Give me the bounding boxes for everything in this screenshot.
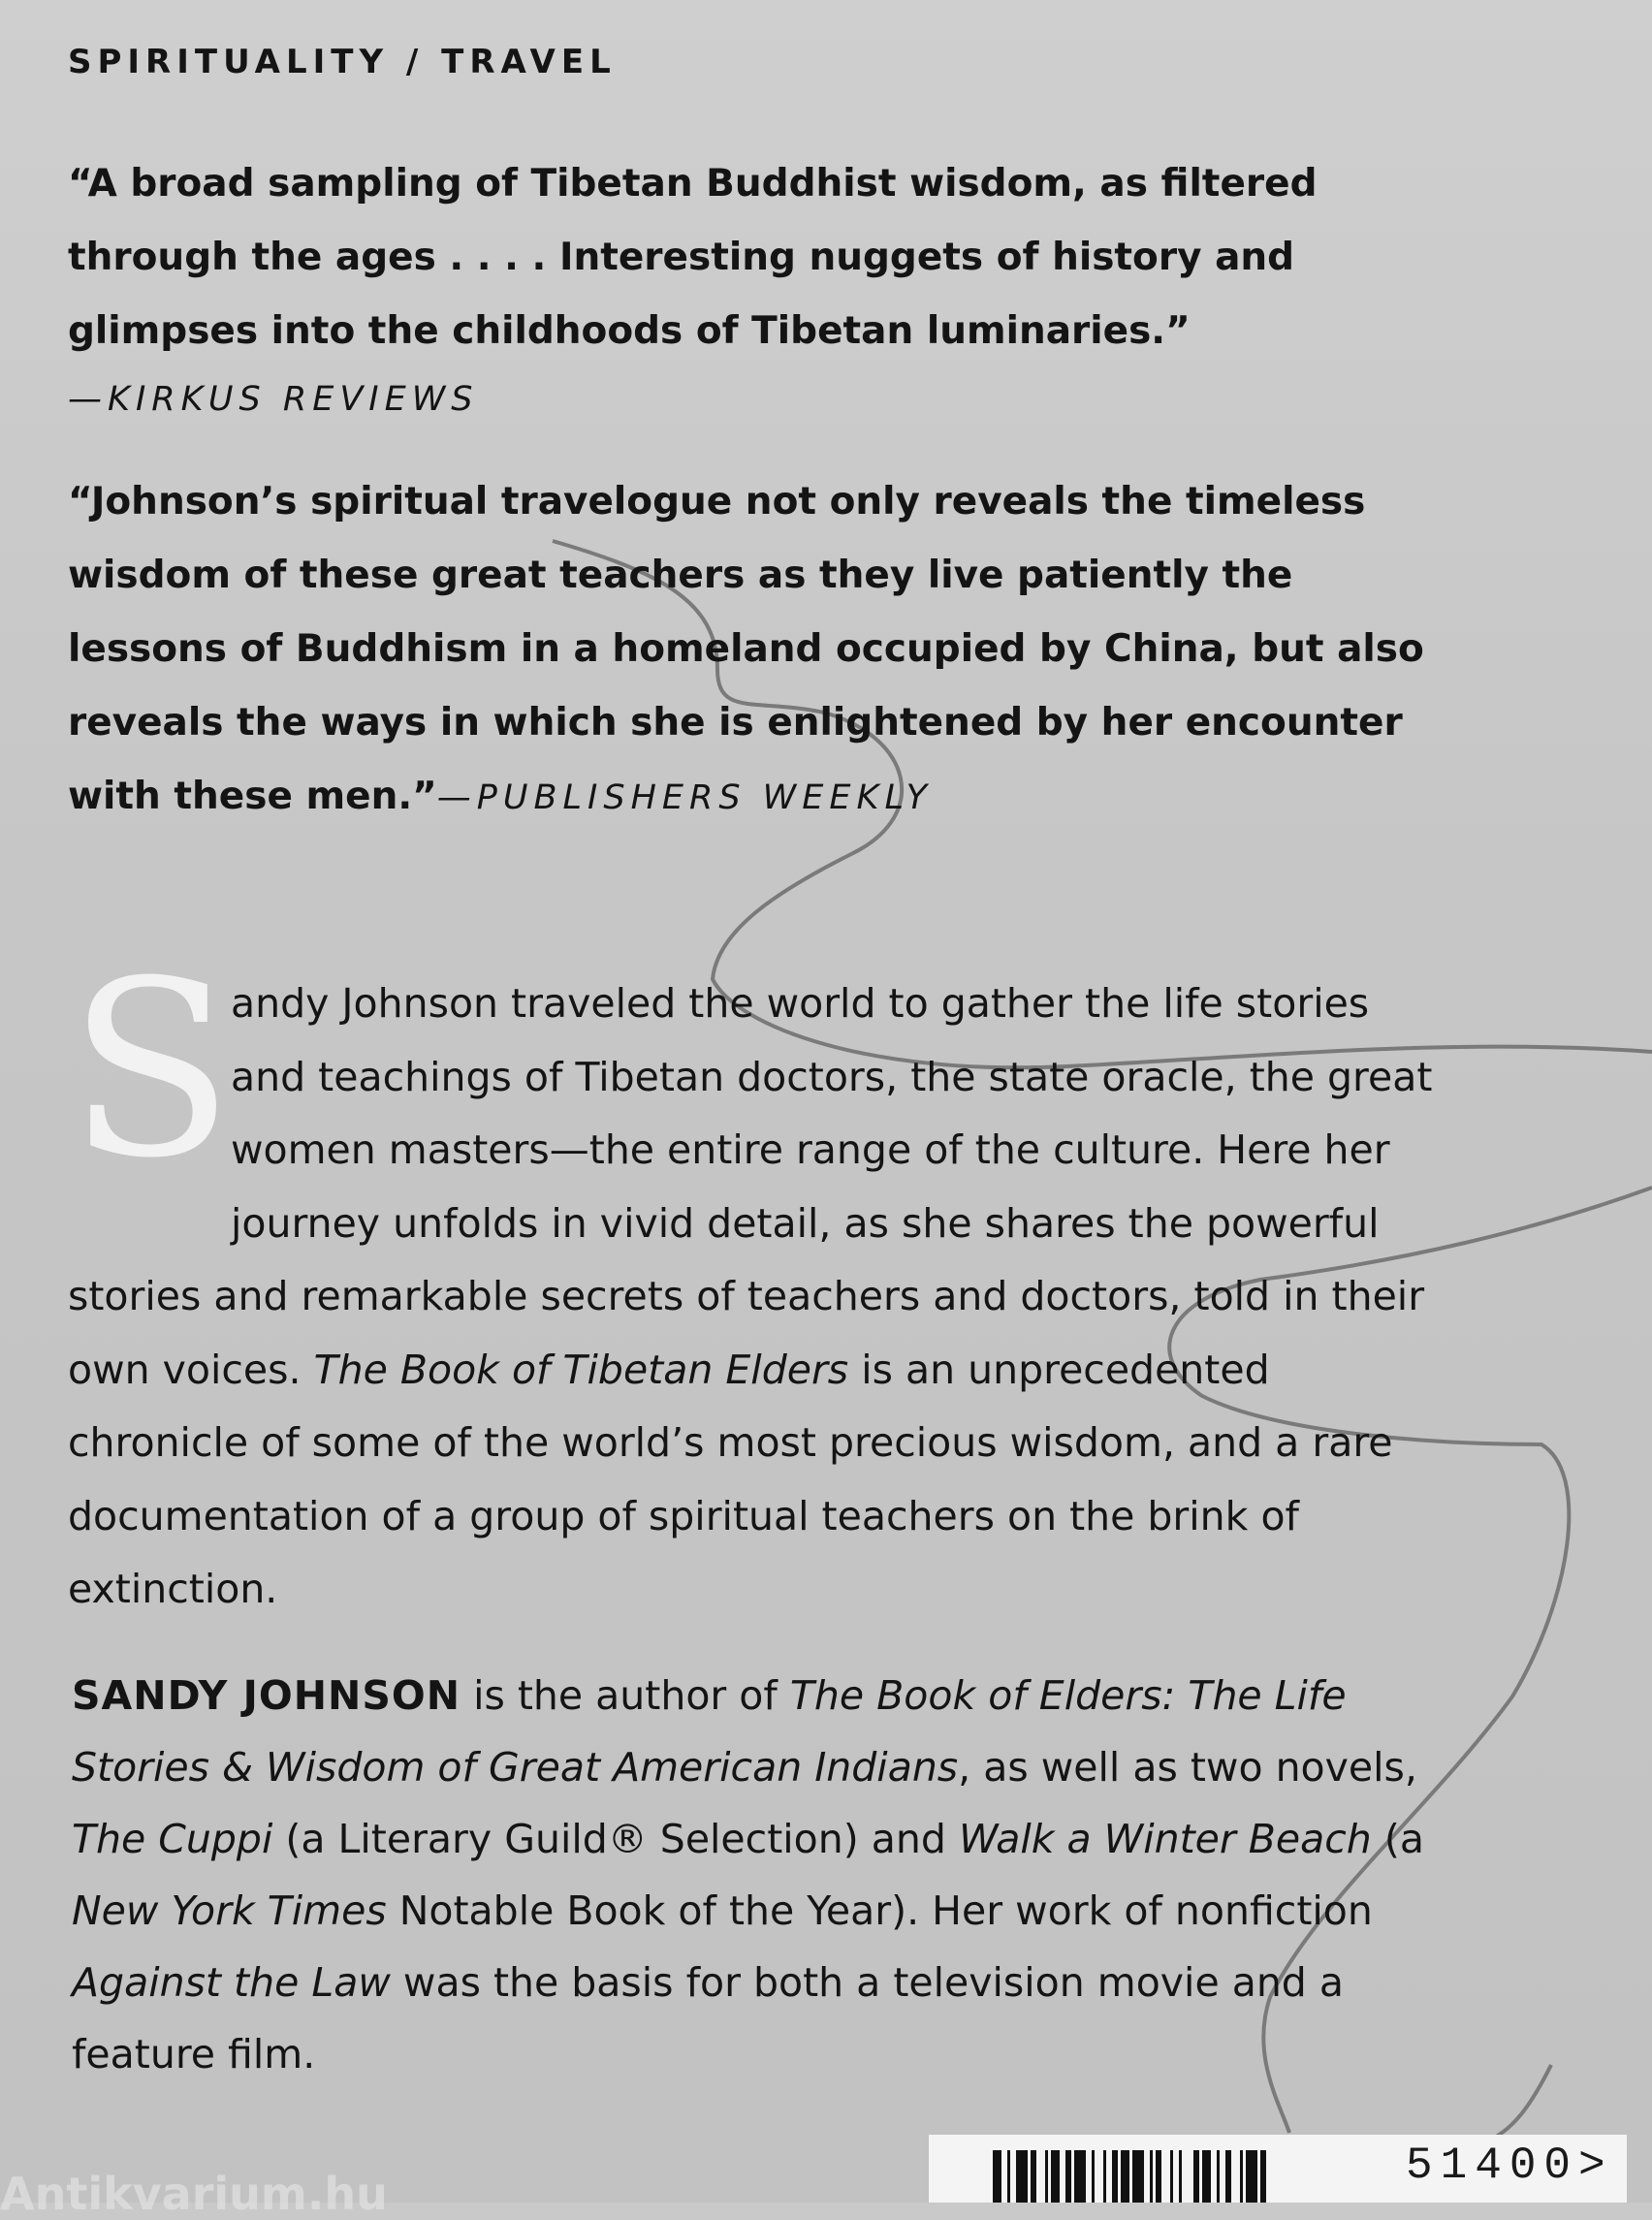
bio-publication-title: New York Times [72,1887,387,1934]
barcode-bar [1016,2150,1028,2203]
barcode-bar [1132,2150,1144,2203]
barcode-bar [1217,2150,1220,2203]
barcode-bar [1225,2150,1231,2203]
bio-book-title: Against the Law [72,1959,391,2006]
barcode-bar [1170,2150,1173,2203]
barcode-bar [1193,2150,1199,2203]
drop-cap-letter: S [68,929,235,1211]
review-quote-publishers-weekly [68,465,1435,835]
barcode-bar [1065,2150,1071,2203]
description-text-2: is an unprecedented chronicle of some of the world’s most precious wisdom, and a rare documentation of a group of spiritual teachers on the brink of extinction. [68,1346,1393,1612]
review-source-publishers-weekly: —PUBLISHERS WEEKLY [436,778,933,817]
bio-text: was the basis for both a television movie and a feature film. [72,1959,1344,2077]
barcode-bar [1092,2150,1095,2203]
review-quote-text: “Johnson’s spiritual travelogue not only reveals the timeless wisdom of these great teachers as they live patiently the lessons of Buddhism in a homeland occupied by China, but also reveals the ways in which she is enlightened by her encounter with these men.” [68,480,1424,818]
bio-book-title: The Book of Elders: The Life Stories & Wisdom of Great American Indians [72,1672,1347,1791]
barcode-bars [993,2150,1381,2203]
description-text-1: andy Johnson traveled the world to gather the life stories and teachings of Tibetan doctors, the state oracle, the great women masters—the entire range of the culture. Here her journey unfolds in vivid detail, as she shares the powerful stories and remarkable secrets of teachers and doctors, told in their own voices. [68,980,1433,1393]
bio-book-title: Walk a Winter Beach [958,1816,1372,1862]
bio-text: is the author of [461,1672,790,1719]
category-label: SPIRITUALITY / TRAVEL [68,43,617,81]
bio-text: , as well as two novels, [958,1744,1417,1791]
barcode-bar [1031,2150,1036,2203]
review-quote-kirkus: “A broad sampling of Tibetan Buddhist wisdom, as filtered through the ages . . . . Interesting nuggets of history and glimpses into the childhoods of Tibetan luminaries.” [68,162,1318,353]
bio-book-title: The Cuppi [72,1816,273,1862]
bio-text: (a Literary Guild® Selection) and [272,1816,959,1862]
barcode-bar [1045,2150,1048,2203]
description-book-title: The Book of Tibetan Elders [313,1346,849,1393]
author-bio [72,1660,1448,2090]
barcode-bar [1007,2150,1010,2203]
barcode-bar [1179,2150,1182,2203]
author-name: SANDY JOHNSON [72,1672,461,1719]
barcode-bar [1074,2150,1086,2203]
book-description [68,929,1445,1627]
barcode-bar [1112,2150,1118,2203]
barcode-bar [1121,2150,1129,2203]
barcode-bar [1240,2150,1243,2203]
barcode-bar [1156,2150,1161,2203]
barcode-bar [1103,2150,1106,2203]
watermark-text: Antikvarium.hu [0,2168,388,2220]
bio-text: (a [1371,1816,1424,1862]
review-source-kirkus: —KIRKUS REVIEWS [68,380,479,419]
barcode [929,2135,1627,2203]
barcode-bar [1150,2150,1153,2203]
barcode-number: 51400> [1406,2141,1613,2191]
bio-text: Notable Book of the Year). Her work of nonfiction [386,1887,1373,1934]
barcode-bar [1260,2150,1266,2203]
barcode-bar [1202,2150,1211,2203]
barcode-bar [1051,2150,1060,2203]
barcode-bar [993,2150,1001,2203]
barcode-bar [1246,2150,1257,2203]
